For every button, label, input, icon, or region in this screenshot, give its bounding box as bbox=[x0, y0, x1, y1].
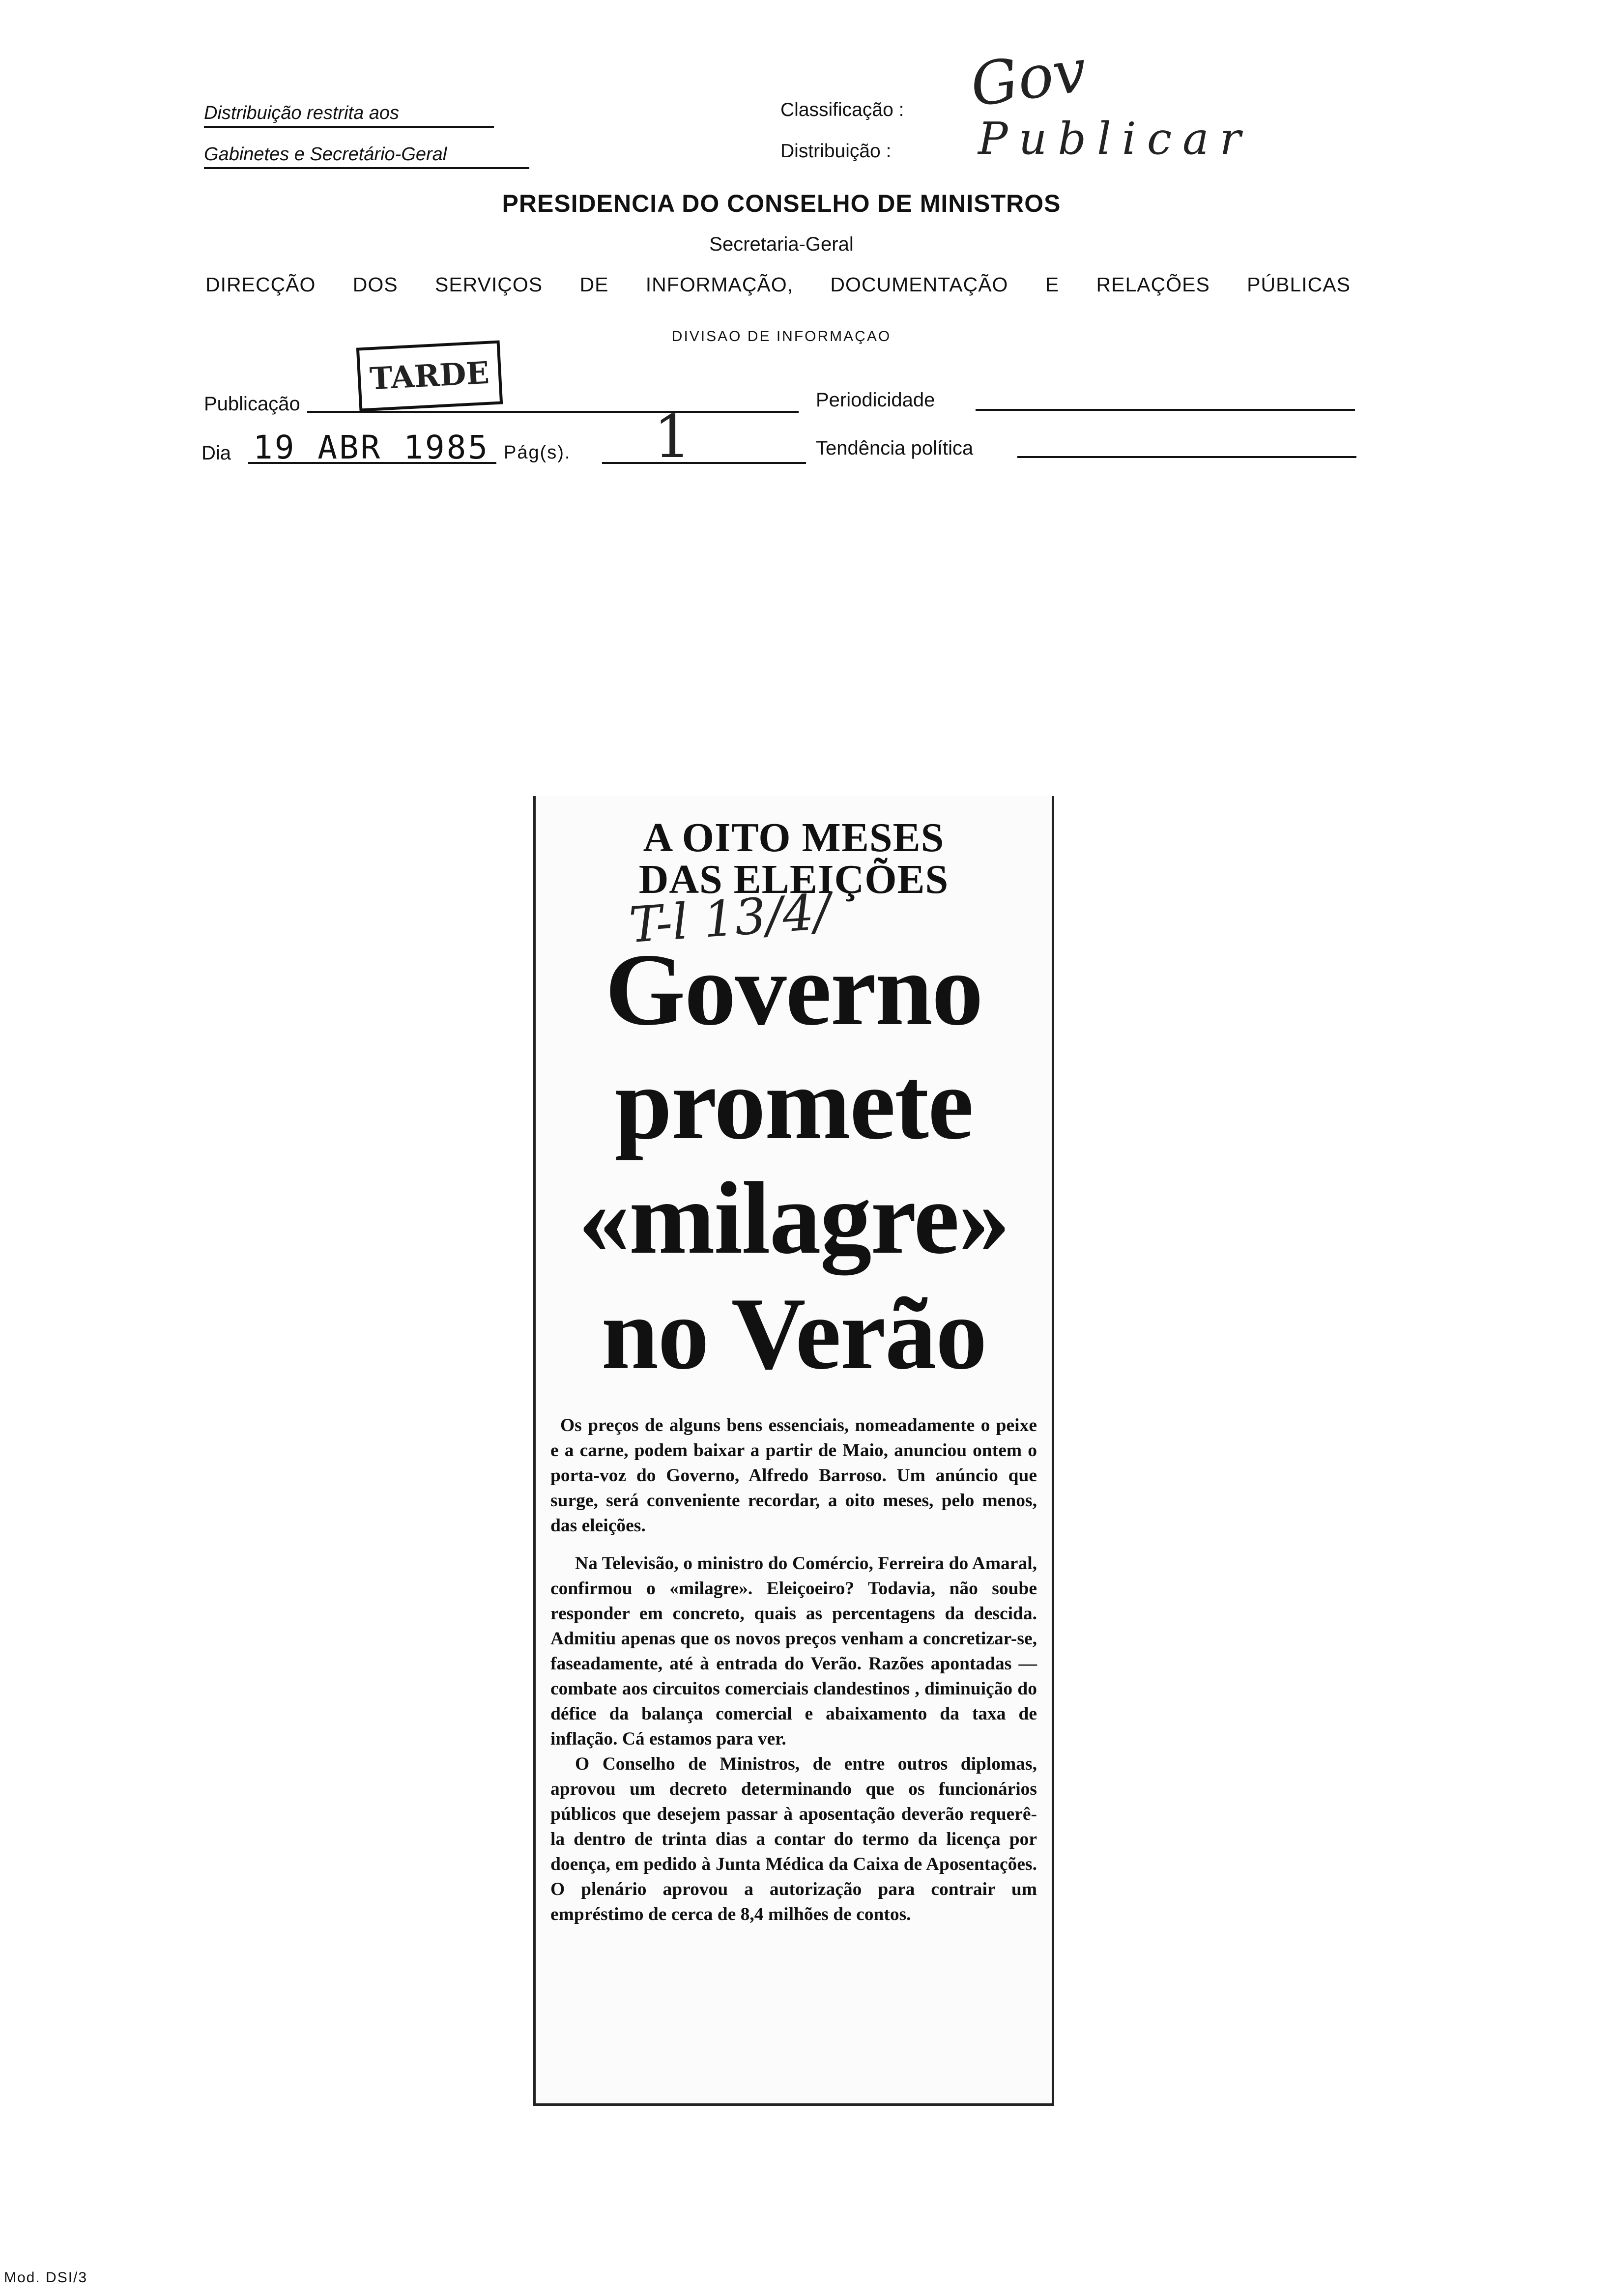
pag-label: Pág(s). bbox=[504, 442, 571, 463]
directorate-word: SERVIÇOS bbox=[434, 273, 543, 296]
clipping-kicker-line2: DAS ELEIÇÕES bbox=[638, 857, 949, 902]
pag-field-line bbox=[602, 462, 806, 464]
restricted-distribution-line1: Distribuição restrita aos bbox=[204, 102, 494, 128]
secretaria-geral: Secretaria-Geral bbox=[709, 233, 854, 255]
directorate-word: DIRECÇÃO bbox=[205, 273, 316, 296]
tendencia-field-line bbox=[1017, 456, 1356, 458]
handwritten-classification: Gov bbox=[966, 36, 1091, 120]
publicacao-label: Publicação bbox=[204, 393, 300, 415]
periodicidade-field-line bbox=[976, 409, 1355, 411]
classificacao-label: Classificação : bbox=[780, 99, 904, 120]
directorate-word: DE bbox=[579, 273, 609, 296]
article-paragraph: Na Televisão, o ministro do Comércio, Ferreira do Amaral, confirmou o «milagre». Eleiçoeiro? Todavia, não soube responder em concreto, quais as percentagens da descida. Admitiu apenas que os novos preços venham a concretizar-se, faseadamente, até à entrada do Verão. Razões apontadas — combate aos circuitos comerciais clandestinos , diminuição do défice da balança comercial e abaixamento da taxa de inflação. Cá estamos para ver. bbox=[550, 1553, 1037, 1749]
article-lead-paragraph: Os preços de alguns bens essenciais, nomeadamente o peixe e a carne, podem baixar a partir de Maio, anunciou ontem o porta-voz do Governo, Alfredo Barroso. Um anúncio que surge, será conveniente recordar, a oito meses, pelo menos, das eleições. bbox=[550, 1415, 1037, 1536]
article-paragraph: O Conselho de Ministros, de entre outros diplomas, aprovou um decreto determinando que os funcionários públicos que desejem passar à aposentação deverão requerê-la dentro de trinta dias a contar do termo da licença por doença, em pedido à Junta Médica da Caixa de Aposentações. O plenário aprovou a autorização para contrair um empréstimo de cerca de 8,4 milhões de contos. bbox=[550, 1754, 1037, 1924]
clipping-handwritten-note: T-l 13/4/ bbox=[627, 882, 833, 954]
institution-title: PRESIDENCIA DO CONSELHO DE MINISTROS bbox=[502, 190, 1061, 217]
distribuicao-label: Distribuição : bbox=[780, 141, 892, 162]
periodicidade-label: Periodicidade bbox=[816, 389, 935, 411]
division-title: DIVISAO DE INFORMAÇAO bbox=[671, 328, 892, 344]
directorate-word: DOS bbox=[352, 273, 398, 296]
restricted-distribution-line2: Gabinetes e Secretário-Geral bbox=[204, 144, 529, 169]
headline-line2: promete bbox=[614, 1047, 973, 1161]
directorate-word: E bbox=[1045, 273, 1060, 296]
tendencia-label: Tendência política bbox=[816, 437, 974, 459]
directorate-word: INFORMAÇÃO, bbox=[645, 273, 794, 296]
dia-label: Dia bbox=[202, 442, 231, 464]
article-body bbox=[550, 1413, 1037, 1927]
pag-value: 1 bbox=[654, 403, 691, 471]
headline-line4: no Verão bbox=[601, 1277, 986, 1391]
form-code: Mod. DSI/3 bbox=[4, 2269, 88, 2286]
handwritten-distribution: Publicar bbox=[978, 113, 1252, 165]
publicacao-field-line bbox=[307, 411, 799, 413]
headline-line3: «milagre» bbox=[578, 1161, 1009, 1275]
directorate-word: DOCUMENTAÇÃO bbox=[830, 273, 1008, 296]
newspaper-clipping bbox=[533, 796, 1054, 2106]
headline-line1: Governo bbox=[605, 933, 982, 1047]
publicacao-stamp: TARDE bbox=[356, 340, 503, 411]
directorate-word: RELAÇÕES bbox=[1096, 273, 1210, 296]
dia-value: 19 ABR 1985 bbox=[253, 429, 490, 466]
directorate-word: PÚBLICAS bbox=[1247, 273, 1351, 296]
directorate-line bbox=[205, 273, 1351, 296]
clipping-kicker-line1: A OITO MESES bbox=[643, 815, 945, 861]
